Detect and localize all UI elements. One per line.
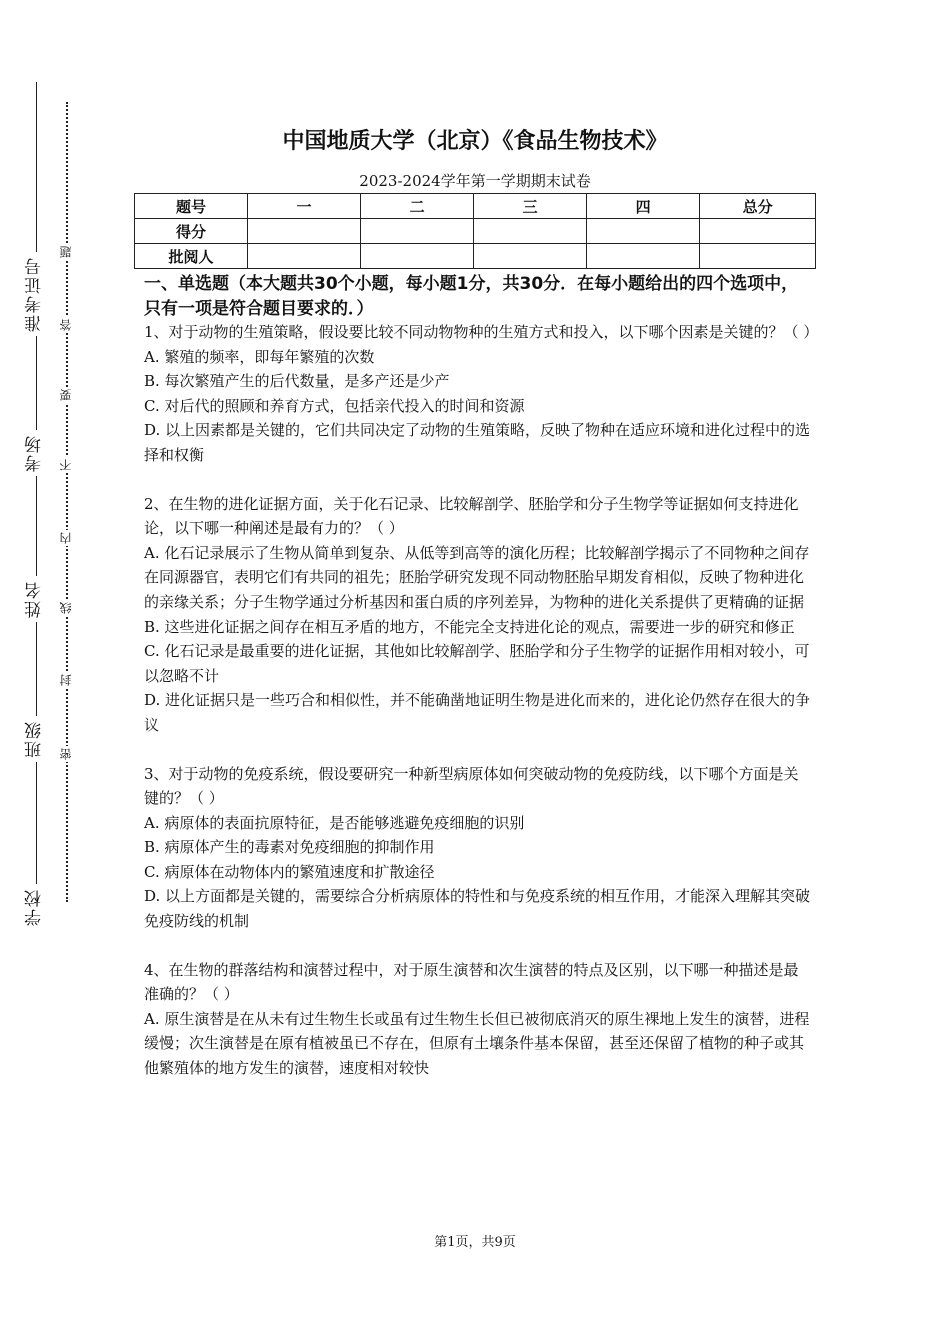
question-stem: 4、在生物的群落结构和演替过程中，对于原生演替和次生演替的特点及区别，以下哪一种描述是最准确的？（ ）: [144, 960, 799, 1004]
score-cell: [361, 219, 474, 244]
binding-margin: [0, 0, 110, 1344]
field-school-label: 学校: [27, 884, 44, 930]
score-col-header: 四: [587, 194, 700, 219]
binding-solid-line: [36, 82, 37, 926]
score-col-header: 三: [474, 194, 587, 219]
option-b: B. 每次繁殖产生的后代数量，是多产还是少产: [144, 372, 450, 391]
field-class-label: 班级: [27, 716, 44, 762]
grader-cell: [361, 244, 474, 269]
score-col-header: 题号: [135, 194, 248, 219]
question-stem: 2、在生物的进化证据方面，关于化石记录、比较解剖学、胚胎学和分子生物学等证据如何支持进化论，以下哪一种阐述是最有力的？（ ）: [144, 494, 799, 538]
score-table: [134, 193, 816, 269]
option-a: A. 化石记录展示了生物从简单到复杂、从低等到高等的演化历程；比较解剖学揭示了不同物种之间存在同源器官，表明它们有共同的祖先；胚胎学研究发现不同动物胚胎早期发育相似，反映了物种进化的亲缘关系；分子生物学通过分析基因和蛋白质的序列差异，为物种的进化关系提供了更精确的证据: [144, 543, 810, 611]
question-stem: 3、对于动物的免疫系统，假设要研究一种新型病原体如何突破动物的免疫防线，以下哪个方面是关键的？（ ）: [144, 764, 799, 808]
option-d: D. 以上方面都是关键的，需要综合分析病原体的特性和与免疫系统的相互作用，才能深入理解其突破免疫防线的机制: [144, 887, 811, 931]
question-stem: 1、对于动物的生殖策略，假设要比较不同动物物种的生殖方式和投入，以下哪个因素是关键的？（ ）: [144, 323, 819, 341]
score-row-label: 得分: [135, 219, 248, 244]
score-col-header: 二: [361, 194, 474, 219]
option-c: C. 化石记录是最重要的进化证据，其他如比较解剖学、胚胎学和分子生物学的证据作用相对较小，可以忽略不计: [144, 642, 810, 685]
grader-row-label: 批阅人: [135, 244, 248, 269]
binding-dotted-line: [66, 102, 68, 902]
option-d: D. 进化证据只是一些巧合和相似性，并不能确凿地证明生物是进化而来的，进化论仍然存在很大的争议: [144, 691, 811, 734]
seal-char: 要: [59, 389, 73, 401]
score-col-header: 总分: [700, 194, 816, 219]
field-exam-room-label: 考场: [27, 430, 44, 476]
option-a: A. 原生演替是在从未有过生物生长或虽有过生物生长但已被彻底消灭的原生裸地上发生的演替，进程缓慢；次生演替是在原有植被虽已不存在，但原有土壤条件基本保留，甚至还保留了植物的种子或其他繁殖体的地方发生的演替，速度相对较快: [144, 1009, 810, 1078]
score-cell: [474, 219, 587, 244]
option-c: C. 病原体在动物体内的繁殖速度和扩散途径: [144, 862, 435, 881]
grader-row: [135, 244, 816, 269]
score-cell: [700, 219, 816, 244]
option-d: D. 以上因素都是关键的，它们共同决定了动物的生殖策略，反映了物种在适应环境和进化过程中的选择和权衡: [144, 421, 811, 464]
score-row: [135, 219, 816, 244]
section-heading: 一、单选题（本大题共30个小题，每小题1分，共30分．在每小题给出的四个选项中，只有一项是符合题目要求的．）: [144, 274, 799, 319]
grader-cell: [587, 244, 700, 269]
page-number: 第1页，共9页: [434, 1235, 516, 1250]
question-list: [144, 320, 819, 1105]
option-a: A. 病原体的表面抗原特征，是否能够逃避免疫细胞的识别: [144, 813, 525, 832]
option-b: B. 这些进化证据之间存在相互矛盾的地方，不能完全支持进化论的观点，需要进一步的研究和修正: [144, 617, 795, 636]
exam-title: 中国地质大学（北京）《食品生物技术》: [282, 129, 668, 154]
seal-char: 题: [59, 246, 73, 258]
seal-char: 封: [59, 674, 73, 686]
seal-char: 线: [59, 602, 73, 614]
question-4: [144, 958, 812, 1081]
option-b: B. 病原体产生的毒素对免疫细胞的抑制作用: [144, 838, 435, 857]
grader-cell: [700, 244, 816, 269]
field-exam-id-label: 准考证号: [27, 252, 44, 336]
question-1: [144, 320, 819, 468]
seal-char: 答: [59, 319, 73, 331]
score-cell: [248, 219, 361, 244]
option-c: C. 对后代的照顾和养育方式，包括亲代投入的时间和资源: [144, 396, 525, 415]
score-col-header: 一: [248, 194, 361, 219]
question-2: [144, 492, 812, 738]
score-table-header-row: [135, 194, 816, 219]
option-a: A. 繁殖的频率，即每年繁殖的次数: [144, 347, 375, 366]
field-name-label: 姓名: [27, 576, 44, 622]
grader-cell: [248, 244, 361, 269]
seal-char: 内: [59, 532, 73, 544]
score-cell: [587, 219, 700, 244]
seal-char: 不: [59, 459, 73, 471]
exam-subtitle: 2023-2024学年第一学期期末试卷: [359, 172, 591, 190]
question-3: [144, 762, 812, 934]
grader-cell: [474, 244, 587, 269]
seal-char: 密: [59, 748, 73, 760]
